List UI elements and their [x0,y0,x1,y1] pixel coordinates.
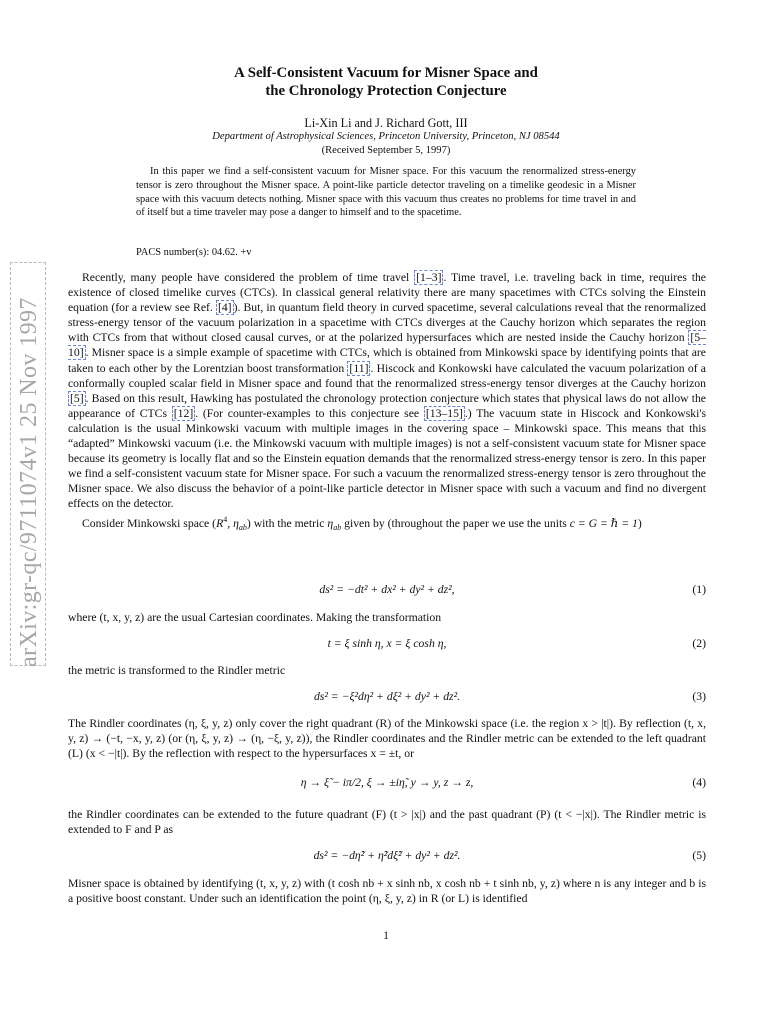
intro-text: . Misner space is a simple example of spacetime with CTCs, which is obtained from Minkowski space by identifying points that are taken to each other by the Lorentzian boost transformation [68,346,706,375]
equation-number: (1) [692,583,706,596]
text-after-eq5 [68,876,706,906]
pacs-numbers: PACS number(s): 04.62. +v [136,247,252,258]
equation-expression: t = ξ sinh η, x = ξ cosh η, [327,637,447,650]
equation-expression: ds² = −dt² + dx² + dy² + dz², [319,583,455,596]
citation-link[interactable]: [4] [217,301,232,315]
intro-paragraph [68,270,706,512]
text-block: The Rindler coordinates (η, ξ, y, z) only cover the right quadrant (R) of the Minkowski space (i.e. the region x > |t|). By reflection (t, x, y, z) → (−t, −x, y, z) (or (η, ξ, y, z) → (η, −ξ, y, z)), the Rindler coordinates and the Rindler metric can be extended to the left quadrant (L) (x < −|t|). By the reflection with respect to the hypersurfaces x = ±t, or [68,717,706,761]
paper-title [0,64,768,100]
text-block: Misner space is obtained by identifying (t, x, y, z) with (t cosh nb + x sinh nb, x cosh nb + t sinh nb, y, z) where n is any integer and b is a positive boost constant. Under such an identification the point (η, ξ, y, z) in R (or L) is identified [68,877,706,906]
intro-text: . Time travel, i.e. traveling back in time, requires the existence of closed timelike curves (CTCs). In classical general relativity there are many spacetimes with CTCs solving the Einstein equation (for a review see Ref. [68,271,706,315]
text-after-eq1 [68,610,706,625]
equation-expression: ds² = −ξ²dη² + dξ² + dy² + dz². [313,690,461,703]
arxiv-id: arXiv:gr-qc/9711074v1 25 Nov 1997 [16,297,42,667]
citation-link[interactable]: [12] [173,406,194,420]
received-date: (Received September 5, 1997) [321,145,451,156]
equation-5 [68,849,706,867]
equation-4 [68,776,706,794]
page-number: 1 [383,929,389,942]
title-line-1: A Self-Consistent Vacuum for Misner Space and [234,65,538,81]
equation-number: (2) [692,637,706,650]
citation-link[interactable]: [5] [70,391,84,405]
text-after-eq4 [68,807,706,837]
citation-link[interactable]: [11] [349,361,369,375]
equation-expression: η → ξ̃ − iπ/2, ξ → ±iη̃, y → y, z → z, [300,776,474,789]
equation-3 [68,690,706,708]
text-after-eq2 [68,663,706,678]
intro-section [68,270,706,535]
abstract-text: In this paper we find a self-consistent vacuum for Misner space. For this vacuum the renormalized stress-energy tensor is zero throughout the Misner space. A point-like particle detector traveling on a timelike geodesic in a Misner space with this vacuum detects nothing. Misner space with this vacuum thus creates no problems for time travel in and of itself but a time traveler may pose a danger to himself and to the spacetime. [136,166,636,219]
citation-link[interactable]: [5–10] [68,331,706,360]
intro-text: . Based on this result, Hawking has postulated the chronology protection conjecture which states that physical laws do not allow the appearance of CTCs [68,391,706,420]
intro-text: . (For counter-examples to this conjecture see [195,406,424,420]
intro-text: . Hiscock and Konkowski have calculated the vacuum polarization of a conformally coupled scalar field in Misner space and found that the renormalized stress-energy tensor diverges at the Cauchy horizon [68,361,706,390]
affiliation: Department of Astrophysical Sciences, Princeton University, Princeton, NJ 08544 [212,131,560,142]
citation-link[interactable]: [1–3] [416,271,442,284]
authors: Li-Xin Li and J. Richard Gott, III [304,116,468,130]
equation-number: (3) [692,690,706,703]
citation-link[interactable]: [13–15] [425,406,463,420]
equation-2 [68,637,706,655]
intro-text: .) The vacuum state in Hiscock and Konkowski's calculation is the usual Minkowski vacuum with multiple images in the covering space – Minkowski space. This means that this “adapted” Minkowski vacuum (i.e. the Minkowski vacuum with multiple images) is not a self-consistent vacuum state for Misner space because its geometry is locally flat and so the Einstein equation demands that the renormalized stress-energy tensor is zero. In this paper we find a self-consistent vacuum state for Misner space. For such a vacuum the renormalized stress-energy tensor is zero throughout the Misner space. We also discuss the behavior of a point-like particle detector in Misner space with such a vacuum and find no divergent effects on the detector. [68,406,706,511]
title-line-2: the Chronology Protection Conjecture [265,83,507,99]
equation-expression: ds² = −dη̃² + η̃²dξ̃² + dy² + dz². [313,849,461,862]
abstract [136,165,636,220]
intro-text: ). But, in quantum field theory in curved spacetime, several calculations reveal that the renormalized stress-energy tensor of the vacuum polarization in a spacetime with CTCs diverges at the Cauchy horizon which separates the region with CTCs from that without closed causal curves, or at the polarized hypersurfaces which are nested inside the Cauchy horizon [68,301,706,345]
text-after-eq3 [68,716,706,761]
equation-number: (5) [692,849,706,862]
equation-number: (4) [692,776,706,789]
text-block: the metric is transformed to the Rindler metric [68,664,286,677]
text-block: the Rindler coordinates can be extended to the future quadrant (F) (t > |x|) and the past quadrant (P) (t < −|x|). The Rindler metric is extended to F and P as [68,808,706,837]
minkowski-paragraph: Consider Minkowski space ($R^4$, $\eta_{ab}$) with the metric $\eta_{ab}$ given by (throughout the paper we use the units c = G = ℏ = 1) [82,514,642,532]
intro-text: Recently, many people have considered the problem of time travel [82,271,415,284]
arxiv-stamp [10,262,46,666]
text-block: where (t, x, y, z) are the usual Cartesian coordinates. Making the transformation [68,611,442,624]
equation-1 [68,583,706,601]
